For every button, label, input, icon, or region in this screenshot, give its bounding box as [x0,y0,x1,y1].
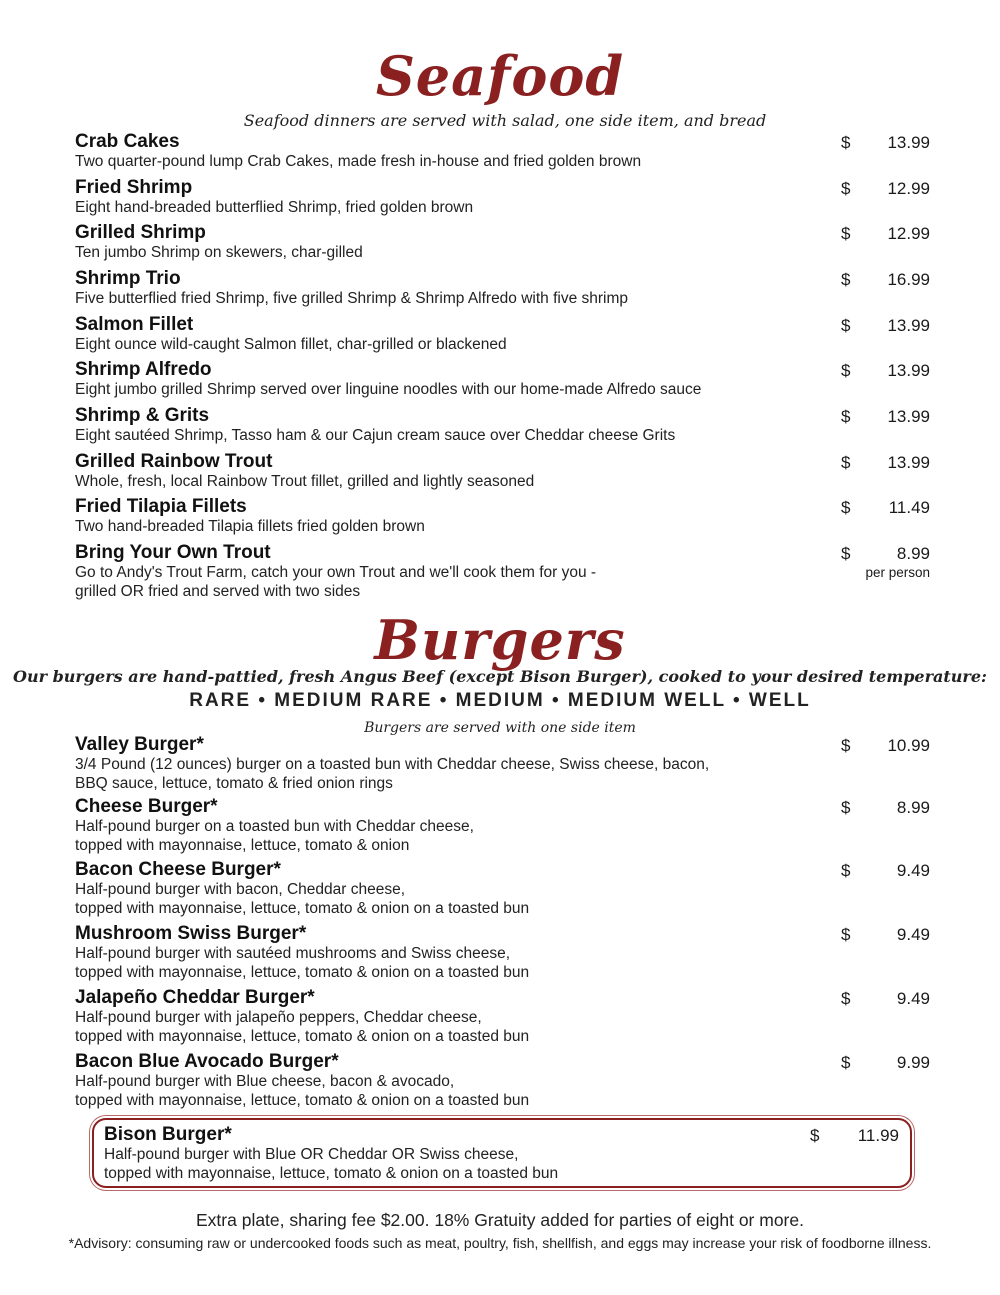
dollar-sign: $ [841,361,851,380]
price-unit: per person [865,565,930,580]
item-description: Half-pound burger with Blue OR Cheddar OR Swiss cheese, [104,1146,519,1163]
menu-item-crab-cakes [75,131,935,172]
item-price: 9.49 [896,989,930,1008]
bison-burger-box [92,1118,912,1188]
item-price: 9.49 [896,925,930,944]
item-description: Eight sautéed Shrimp, Tasso ham & our Cajun cream sauce over Cheddar cheese Grits [75,427,676,444]
burgers-served-note: Burgers are served with one side item [364,720,636,736]
item-price: 11.49 [888,498,930,517]
item-price: 9.99 [896,1053,930,1072]
dollar-sign: $ [841,736,851,755]
dollar-sign: $ [841,133,851,152]
item-price: 13.99 [887,407,930,426]
item-price: 8.99 [896,798,930,817]
item-description: Whole, fresh, local Rainbow Trout fillet, grilled and lightly seasoned [75,473,535,490]
menu-item-fried-tilapia [75,496,935,537]
item-price: 13.99 [887,453,930,472]
item-description: grilled OR fried and served with two sides [75,582,361,600]
dollar-sign: $ [841,1053,851,1072]
item-name: Bison Burger* [104,1124,232,1145]
item-description: Half-pound burger with Blue cheese, bacon & avocado, [75,1073,455,1090]
item-name: Valley Burger* [75,734,204,755]
menu-item-valley-burger [75,734,935,793]
advisory-note: *Advisory: consuming raw or undercooked foods such as meat, poultry, fish, shellfish, and eggs may increase your risk of foodborne illness. [68,1235,932,1251]
item-description: BBQ sauce, lettuce, tomato & fried onion rings [75,774,393,792]
item-description: topped with mayonnaise, lettuce, tomato & onion on a toasted bun [75,963,530,981]
item-description: Eight jumbo grilled Shrimp served over linguine noodles with our home-made Alfredo sauce [75,381,702,398]
dollar-sign: $ [810,1126,820,1145]
item-price: 13.99 [887,316,930,335]
menu-item-jalapeno-cheddar-burger [75,987,935,1046]
dollar-sign: $ [841,861,851,880]
item-price: 12.99 [887,179,930,198]
item-description: Half-pound burger on a toasted bun with Cheddar cheese, [75,818,474,835]
seafood-title: Seafood [375,44,625,108]
item-description: 3/4 Pound (12 ounces) burger on a toasted bun with Cheddar cheese, Swiss cheese, bacon, [75,756,710,773]
item-price: 10.99 [887,736,930,755]
menu-item-grilled-shrimp [75,222,935,263]
item-name: Shrimp Alfredo [75,359,212,380]
item-name: Fried Tilapia Fillets [75,496,247,517]
item-description: Go to Andy's Trout Farm, catch your own Trout and we'll cook them for you - [75,564,597,581]
item-name: Shrimp & Grits [75,405,210,426]
dollar-sign: $ [841,498,851,517]
burgers-note: Our burgers are hand-pattied, fresh Angus Beef (except Bison Burger), cooked to your desired temperature: [13,667,987,686]
item-description: Eight ounce wild-caught Salmon fillet, char-grilled or blackened [75,336,507,353]
item-description: Half-pound burger with bacon, Cheddar cheese, [75,881,406,898]
item-description: Half-pound burger with jalapeño peppers, Cheddar cheese, [75,1009,482,1026]
item-description: Two quarter-pound lump Crab Cakes, made fresh in-house and fried golden brown [75,153,642,170]
item-price: 13.99 [887,361,930,380]
temperature-options: RARE • MEDIUM RARE • MEDIUM • MEDIUM WELL • WELL [189,690,811,711]
menu-item-cheese-burger [75,796,935,855]
item-description: topped with mayonnaise, lettuce, tomato & onion on a toasted bun [104,1164,559,1182]
item-name: Crab Cakes [75,131,180,152]
dollar-sign: $ [841,179,851,198]
item-description: Ten jumbo Shrimp on skewers, char-gilled [75,244,363,261]
menu-item-bring-your-own-trout [75,542,935,601]
menu-item-bacon-cheese-burger [75,859,935,918]
item-description: topped with mayonnaise, lettuce, tomato & onion on a toasted bun [75,899,530,917]
dollar-sign: $ [841,224,851,243]
dollar-sign: $ [841,989,851,1008]
dollar-sign: $ [841,453,851,472]
menu-item-fried-shrimp [75,177,935,218]
item-price: 9.49 [896,861,930,880]
dollar-sign: $ [841,316,851,335]
menu-item-shrimp-alfredo [75,359,935,400]
item-price: 11.99 [857,1126,899,1145]
item-name: Grilled Rainbow Trout [75,451,273,472]
item-description: Two hand-breaded Tilapia fillets fried golden brown [75,518,425,535]
dollar-sign: $ [841,270,851,289]
burgers-title: Burgers [374,608,626,672]
item-description: topped with mayonnaise, lettuce, tomato & onion [75,836,410,854]
item-price: 16.99 [887,270,930,289]
seafood-subtitle: Seafood dinners are served with salad, one side item, and bread [243,111,767,130]
item-description: Eight hand-breaded butterflied Shrimp, fried golden brown [75,199,474,216]
item-description: topped with mayonnaise, lettuce, tomato & onion on a toasted bun [75,1027,530,1045]
menu-item-bison-burger [104,1124,904,1183]
menu-item-shrimp-grits [75,405,935,446]
menu-item-mushroom-swiss-burger [75,923,935,982]
item-name: Bacon Blue Avocado Burger* [75,1051,339,1072]
item-name: Bring Your Own Trout [75,542,271,563]
item-name: Salmon Fillet [75,314,194,335]
dollar-sign: $ [841,544,851,563]
item-price: 12.99 [887,224,930,243]
menu-item-grilled-rainbow-trout [75,451,935,492]
dollar-sign: $ [841,407,851,426]
item-name: Cheese Burger* [75,796,218,817]
item-name: Shrimp Trio [75,268,181,289]
item-description: Five butterflied fried Shrimp, five grilled Shrimp & Shrimp Alfredo with five shrimp [75,290,629,307]
dollar-sign: $ [841,798,851,817]
menu-item-bacon-blue-avocado-burger [75,1051,935,1110]
item-name: Grilled Shrimp [75,222,206,243]
item-name: Jalapeño Cheddar Burger* [75,987,315,1008]
item-description: topped with mayonnaise, lettuce, tomato & onion on a toasted bun [75,1091,530,1109]
menu-item-salmon-fillet [75,314,935,355]
item-description: Half-pound burger with sautéed mushrooms and Swiss cheese, [75,945,511,962]
dollar-sign: $ [841,925,851,944]
sharing-fee-note: Extra plate, sharing fee $2.00. 18% Gratuity added for parties of eight or more. [196,1210,804,1230]
item-name: Bacon Cheese Burger* [75,859,281,880]
item-name: Mushroom Swiss Burger* [75,923,307,944]
item-name: Fried Shrimp [75,177,193,198]
item-price: 8.99 [896,544,930,563]
menu-item-shrimp-trio [75,268,935,309]
item-price: 13.99 [887,133,930,152]
